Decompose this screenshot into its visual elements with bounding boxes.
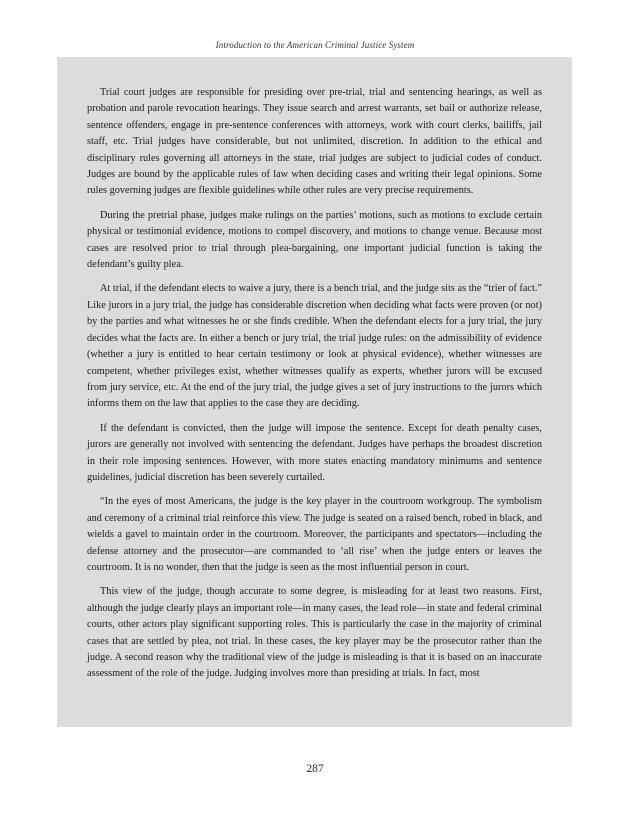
text-box (57, 57, 572, 727)
running-header: Introduction to the American Criminal Justice System (215, 40, 415, 50)
paragraph-1: Trial court judges are responsible for presiding over pre-trial, trial and sentencing hearings, as well as probation and parole revocation hearings. They issue search and arrest warrants, set bail or authorize release, sentence offenders, engage in pre-sentence conferences with attorneys, work with court clerks, bailiffs, jail staff, etc. Trial judges have considerable, but not unlimited, discretion. In addition to the ethical and disciplinary rules governing all attorneys in the state, trial judges are subject to judicial codes of conduct. Judges are bound by the applicable rules of law when deciding cases and writing their legal opinions. Some rules governing judges are flexible guidelines while other rules are very precise requirements. (87, 87, 542, 197)
paragraph-6: This view of the judge, though accurate to some degree, is misleading for at least two reasons. First, although the judge clearly plays an important role—in many cases, the lead role—in state and federal criminal courts, other actors play significant supporting roles. This is particularly the case in the majority of criminal cases that are settled by plea, not trial. In these cases, the key player may be the prosecutor rather than the judge. A second reason why the traditional view of the judge is misleading is that it is based on an inaccurate assessment of the role of the judge. Judging involves more than presiding at trials. In fact, most (87, 586, 542, 680)
page-number: 287 (306, 763, 324, 775)
paragraph-3: At trial, if the defendant elects to waive a jury, there is a bench trial, and the judge sits as the “trier of fact.” Like jurors in a jury trial, the judge has considerable discretion when deciding what facts were proven (or not) by the parties and what witnesses he or she finds credible. When the defendant elects for a jury trial, the jury decides what the facts are. In either a bench or jury trial, the trial judge rules: on the admissibility of evidence (whether a jury is entitled to hear certain testimony or look at physical evidence), whether witnesses are competent, whether privileges exist, whether witnesses qualify as experts, whether jurors will be excused from jury service, etc. At the end of the jury trial, the judge gives a set of jury instructions to the jurors which informs them on the law that applies to the case they are deciding. (87, 283, 542, 410)
paragraph-4: If the defendant is convicted, then the judge will impose the sentence. Except for death penalty cases, jurors are generally not involved with sentencing the defendant. Judges have perhaps the broadest discretion in their role imposing sentences. However, with more states enacting mandatory minimums and sentence guidelines, judicial discretion has been severely curtailed. (87, 422, 542, 483)
paragraph-5: “In the eyes of most Americans, the judge is the key player in the courtroom workgroup. The symbolism and ceremony of a criminal trial reinforce this view. The judge is seated on a raised bench, robed in black, and wields a gavel to maintain order in the courtroom. Moreover, the participants and spectators—including the defense attorney and the prosecutor—are commanded to ‘all rise’ when the judge enters or leaves the courtroom. It is no wonder, then that the judge is seen as the most influential person in court. (87, 496, 542, 573)
paragraph-2: During the pretrial phase, judges make rulings on the parties’ motions, such as motions to exclude certain physical or testimonial evidence, motions to compel discovery, and motions to change venue. Because most cases are resolved prior to trial through plea-bargaining, one important judicial function is taking the defendant’s guilty plea. (87, 209, 542, 271)
